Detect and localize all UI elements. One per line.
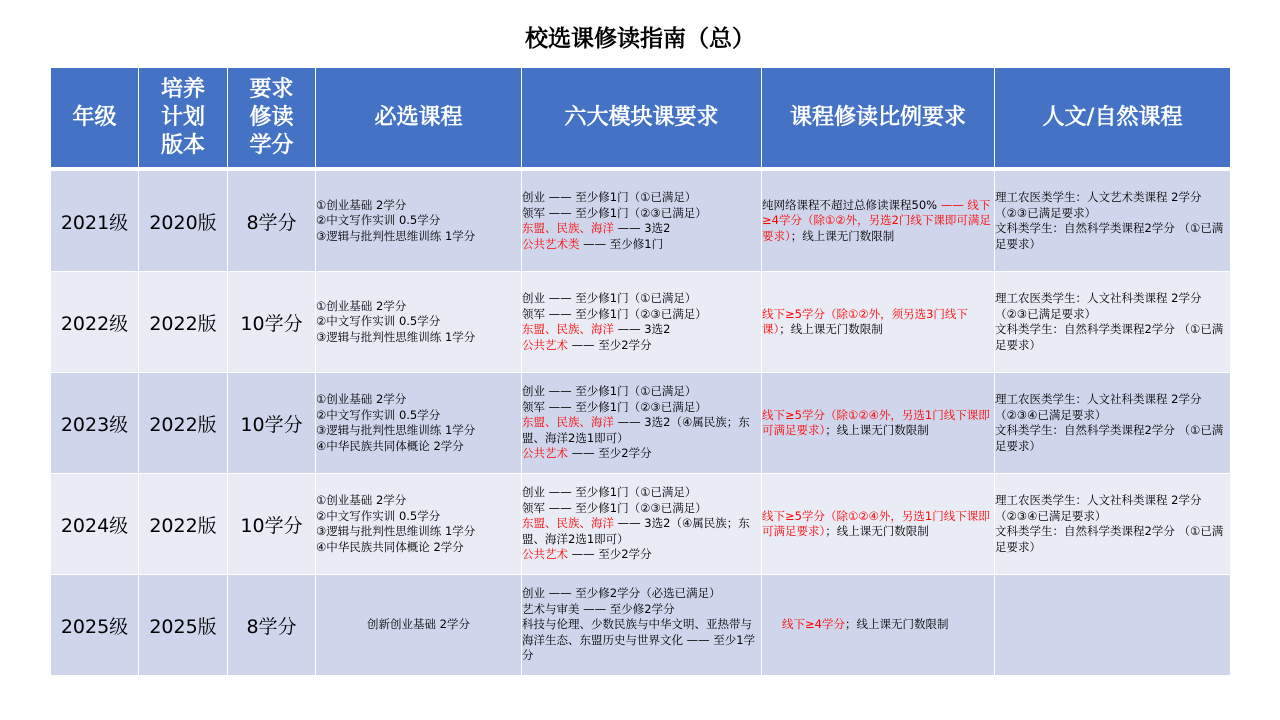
header-row xyxy=(51,68,1231,170)
humanities-cell: 理工农医类学生：人文社科类课程 2学分 （②③④已满足要求） 文科类学生：自然科学类课程2学分 （①已满足要求） xyxy=(995,474,1231,575)
modules-cell: 创业 —— 至少修1门（①已满足） 领军 —— 至少修1门（②③已满足） 东盟、民族、海洋 —— 3选2 公共艺术类 —— 至少修1门 xyxy=(522,169,762,272)
version-cell: 2022版 xyxy=(139,474,228,575)
ratio-cell: 线下≥5学分（除①②④外，另选1门线下课即可满足要求）；线上课无门数限制 xyxy=(762,373,995,474)
ratio-cell: 线下≥5学分（除①②外，须另选3门线下课）；线上课无门数限制 xyxy=(762,272,995,373)
grade-cell: 2022级 xyxy=(51,272,139,373)
required-cell: ①创业基础 2学分 ②中文写作实训 0.5学分 ③逻辑与批判性思维训练 1学分 xyxy=(316,169,522,272)
humanities-cell: 理工农医类学生：人文社科类课程 2学分 （②③④已满足要求） 文科类学生：自然科学类课程2学分 （①已满足要求） xyxy=(995,373,1231,474)
humanities-cell: 理工农医类学生：人文艺术类课程 2学分 （②③已满足要求） 文科类学生：自然科学类课程2学分 （①已满足要求） xyxy=(995,169,1231,272)
version-cell: 2022版 xyxy=(139,373,228,474)
required-cell: ①创业基础 2学分 ②中文写作实训 0.5学分 ③逻辑与批判性思维训练 1学分 ④中华民族共同体概论 2学分 xyxy=(316,373,522,474)
version-cell: 2020版 xyxy=(139,169,228,272)
table-row xyxy=(51,474,1231,575)
header-ratio: 课程修读比例要求 xyxy=(762,68,995,170)
credits-cell: 10学分 xyxy=(228,272,316,373)
modules-cell: 创业 —— 至少修1门（①已满足） 领军 —— 至少修1门（②③已满足） 东盟、民族、海洋 —— 3选2 公共艺术 —— 至少2学分 xyxy=(522,272,762,373)
table-row xyxy=(51,575,1231,676)
course-guide-table xyxy=(50,67,1231,676)
page-title: 校选课修读指南（总） xyxy=(525,26,755,52)
header-grade: 年级 xyxy=(51,68,139,170)
modules-cell: 创业 —— 至少修1门（①已满足） 领军 —— 至少修1门（②③已满足） 东盟、民族、海洋 —— 3选2（④属民族；东盟、海洋2选1即可） 公共艺术 —— 至少2学分 xyxy=(522,373,762,474)
humanities-cell: 理工农医类学生：人文社科类课程 2学分 （②③已满足要求） 文科类学生：自然科学类课程2学分 （①已满足要求） xyxy=(995,272,1231,373)
ratio-cell: 线下≥4学分；线上课无门数限制 xyxy=(762,575,995,676)
credits-cell: 10学分 xyxy=(228,373,316,474)
table-row xyxy=(51,373,1231,474)
required-cell: ①创业基础 2学分 ②中文写作实训 0.5学分 ③逻辑与批判性思维训练 1学分 ④中华民族共同体概论 2学分 xyxy=(316,474,522,575)
header-modules: 六大模块课要求 xyxy=(522,68,762,170)
required-cell: 创新创业基础 2学分 xyxy=(316,575,522,676)
modules-cell: 创业 —— 至少修1门（①已满足） 领军 —— 至少修1门（②③已满足） 东盟、民族、海洋 —— 3选2（④属民族；东盟、海洋2选1即可） 公共艺术 —— 至少2学分 xyxy=(522,474,762,575)
header-required: 必选课程 xyxy=(316,68,522,170)
modules-cell: 创业 —— 至少修2学分（必选已满足） 艺术与审美 —— 至少修2学分 科技与伦理、少数民族与中华文明、亚热带与海洋生态、东盟历史与世界文化 —— 至少1学分 xyxy=(522,575,762,676)
version-cell: 2022版 xyxy=(139,272,228,373)
grade-cell: 2023级 xyxy=(51,373,139,474)
humanities-cell-empty xyxy=(995,575,1231,676)
table-row xyxy=(51,272,1231,373)
ratio-cell: 线下≥5学分（除①②④外，另选1门线下课即可满足要求）；线上课无门数限制 xyxy=(762,474,995,575)
required-cell: ①创业基础 2学分 ②中文写作实训 0.5学分 ③逻辑与批判性思维训练 1学分 xyxy=(316,272,522,373)
version-cell: 2025版 xyxy=(139,575,228,676)
header-humanities: 人文/自然课程 xyxy=(995,68,1231,170)
header-credits: 要求 修读 学分 xyxy=(228,68,316,170)
credits-cell: 8学分 xyxy=(228,575,316,676)
grade-cell: 2024级 xyxy=(51,474,139,575)
credits-cell: 10学分 xyxy=(228,474,316,575)
header-version: 培养 计划 版本 xyxy=(139,68,228,170)
grade-cell: 2021级 xyxy=(51,169,139,272)
table-row xyxy=(51,169,1231,272)
credits-cell: 8学分 xyxy=(228,169,316,272)
grade-cell: 2025级 xyxy=(51,575,139,676)
ratio-cell: 纯网络课程不超过总修读课程50% —— 线下≥4学分（除①②外，另选2门线下课即可满足要求）；线上课无门数限制 xyxy=(762,169,995,272)
